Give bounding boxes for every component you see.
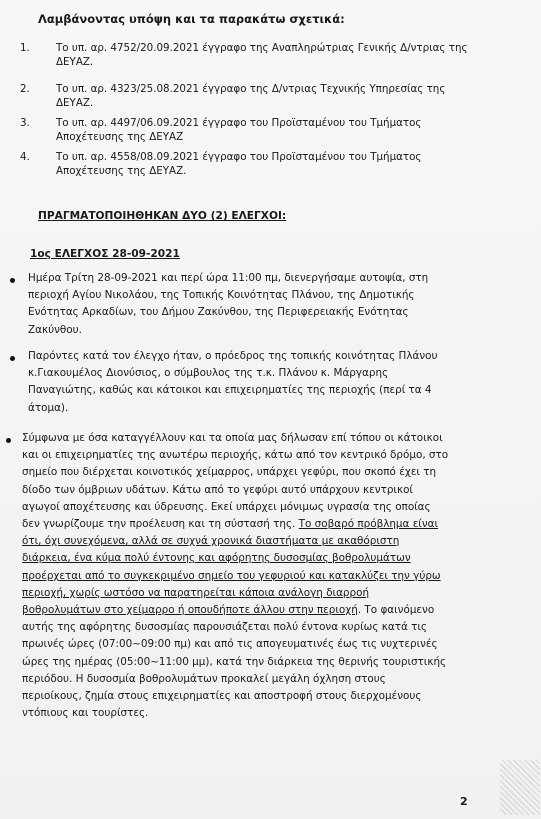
reference-text: Το υπ. αρ. 4752/20.09.2021 έγγραφο της Αναπληρώτριας Γενικής Δ/ντριας της ΔΕΥΑΖ. — [56, 42, 468, 68]
references-heading: Λαμβάνοντας υπόψη και τα παρακάτω σχετικά: — [38, 12, 345, 26]
text-line: δίοδο των όμβριων υδάτων. Κάτω από το γεφύρι αυτό υπάρχουν κεντρικοί — [22, 483, 413, 496]
section-title: ΠΡΑΓΜΑΤΟΠΟΙΗΘΗΚΑΝ ΔΥΟ (2) ΕΛΕΓΧΟΙ: — [38, 210, 287, 222]
scan-artifact — [500, 760, 540, 815]
text-line: αγωγοί αποχέτευσης και ύδρευσης. Εκεί υπάρχει μόνιμως υγρασία της οποίας — [22, 500, 431, 513]
text-line: πρωινές ώρες (07:00~09:00 πμ) και από τις απογευματινές έως τις νυχτερινές — [22, 638, 438, 651]
reference-number: 4. — [20, 151, 30, 163]
reference-text: Το υπ. αρ. 4558/08.09.2021 έγγραφο του Προϊσταμένου του Τμήματος Αποχέτευσης της ΔΕΥΑΖ. — [56, 151, 422, 177]
paragraph-complaint — [22, 430, 500, 722]
text-line: περιόδου. Η δυσοσμία βοθρολυμάτων προκαλεί μεγάλη όχληση στους — [22, 672, 386, 685]
text-line: βοθρολυμάτων στο χείμαρρο ή οπουδήποτε άλλου στην περιοχή. Το φαινόμενο — [22, 604, 435, 617]
text-line: δεν γνωρίζουμε την προέλευση και τη σύστασή της. Το σοβαρό πρόβλημα είναι — [22, 518, 438, 531]
reference-text: Το υπ. αρ. 4497/06.09.2021 έγγραφο του Προϊσταμένου του Τμήματος Αποχέτευσης της ΔΕΥΑΖ — [56, 117, 422, 143]
reference-text: Το υπ. αρ. 4323/25.08.2021 έγγραφο της Δ/ντριας Τεχνικής Υπηρεσίας της ΔΕΥΑΖ. — [56, 83, 446, 109]
reference-number: 3. — [20, 117, 30, 129]
text-line: Σύμφωνα με όσα καταγγέλλουν και τα οποία μας δήλωσαν επί τόπου οι κάτοικοι — [22, 432, 443, 444]
text-line: και οι επιχειρηματίες της ανωτέρω περιοχής, κάτω από τον κεντρικό δρόμο, στο — [22, 449, 449, 462]
paragraph-inspection-date: Ημέρα Τρίτη 28-09-2021 και περί ώρα 11:00 πμ, διενεργήσαμε αυτοψία, στη περιοχή Αγίου Νικολάου, της Τοπικής Κοινότητας Πλάνου, της Δημοτικής Ενότητας Αρκαδίων, του Δήμου Ζακύνθου, της Περιφερειακής Ενότητας Ζακύνθου. — [28, 272, 429, 336]
text-line: ότι, όχι συνεχόμενα, αλλά σε συχνά χρονικά διαστήματα με ακαθόριστη — [22, 535, 400, 548]
bullet-marker — [6, 438, 11, 443]
text-line: σημείο που διέρχεται κοινοτικός χείμαρρος, υπάρχει γεφύρι, που σκοπό έχει τη — [22, 466, 437, 479]
page-number: 2 — [460, 795, 468, 808]
text-line: ντόπιους και τουρίστες. — [22, 707, 149, 720]
text-line: προέρχεται από το συγκεκριμένο σημείο του γεφυριού και κατακλύζει την γύρω — [22, 569, 441, 582]
text-line: ώρες της ημέρας (05:00~11:00 μμ), κατά την διάρκεια της θερινής τουριστικής — [22, 655, 447, 668]
subsection-title: 1ος ΕΛΕΓΧΟΣ 28-09-2021 — [30, 248, 180, 260]
text-line: περιοχή, χωρίς ωστόσο να παρατηρείται κάποια ανάλογη διαρροή — [22, 586, 370, 599]
bullet-marker — [10, 278, 15, 283]
paragraph-attendees: Παρόντες κατά τον έλεγχο ήταν, ο πρόεδρος της τοπικής κοινότητας Πλάνου κ.Γιακουμέλος Διονύσιος, ο σύμβουλος της τ.κ. Πλάνου κ. Μάργαρης Παναγιώτης, καθώς και κάτοικοι και επιχειρηματίες της περιοχής (περί τα 4 άτομα). — [28, 350, 438, 414]
text-line: αυτής της αφόρητης δυσοσμίας παρουσιάζεται πολύ έντονα κυρίως κατά τις — [22, 621, 427, 634]
reference-number: 2. — [20, 83, 30, 95]
bullet-marker — [10, 356, 15, 361]
text-line: διάρκεια, ένα κύμα πολύ έντονης και αφόρητης δυσοσμίας βοθρολυμάτων — [22, 552, 411, 565]
text-line: περιοίκους, ζημία στους επιχειρηματίες και αποστροφή στους διερχομένους — [22, 690, 422, 703]
reference-number: 1. — [20, 42, 30, 54]
